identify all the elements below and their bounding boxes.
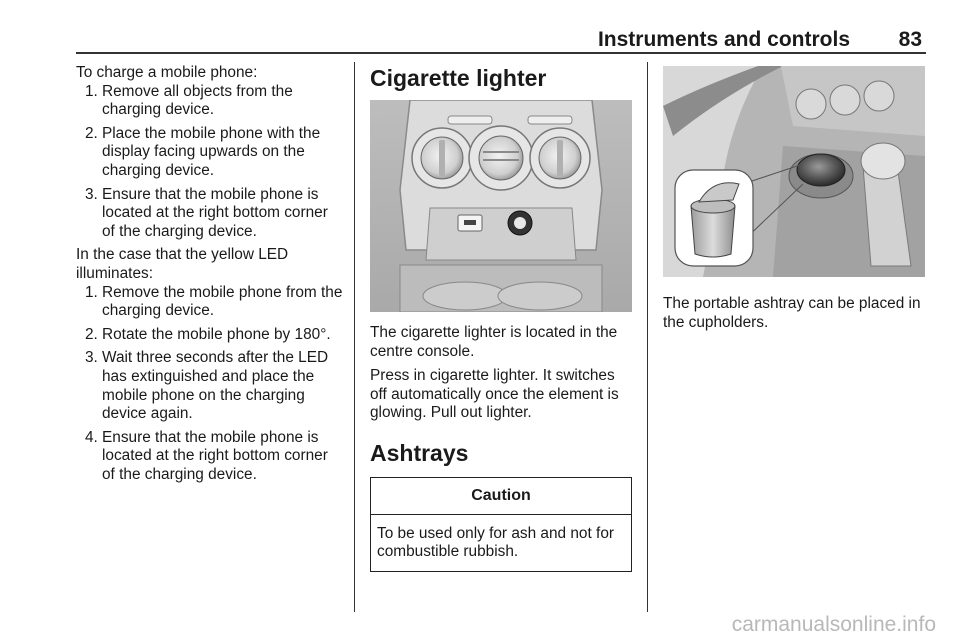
list-item: 4. Ensure that the mobile phone is located at the right bottom corner of the charging device.	[85, 428, 328, 483]
led-intro: In the case that the yellow LED illuminates:	[76, 246, 289, 282]
list-item: 1. Remove all objects from the charging device.	[85, 82, 293, 119]
list-item: 3. Wait three seconds after the LED has extinguished and place the mobile phone on the charging device again.	[85, 349, 329, 423]
column-divider-left	[354, 62, 355, 612]
ashtrays-heading: Ashtrays	[370, 439, 469, 466]
cigarette-lighter-usage-text: Press in cigarette lighter. It switches off automatically once the element is glowing. Pull out lighter.	[370, 367, 619, 422]
caution-title: Caution	[371, 478, 631, 515]
cigarette-lighter-illustration	[370, 100, 632, 312]
charge-steps-list	[76, 83, 344, 242]
ashtray-caption: The portable ashtray can be placed in the cupholders.	[663, 295, 921, 331]
column-divider-right	[647, 62, 648, 612]
header-rule	[76, 52, 926, 54]
page-number: 83	[898, 28, 922, 51]
right-column	[663, 66, 927, 332]
cigarette-lighter-heading: Cigarette lighter	[370, 65, 547, 91]
running-header-title: Instruments and controls	[597, 28, 850, 51]
cigarette-lighter-location-text: The cigarette lighter is located in the centre console.	[370, 324, 618, 360]
list-item: 1. Remove the mobile phone from the charging device.	[85, 283, 343, 320]
portable-ashtray-illustration	[663, 66, 925, 277]
list-item: 2. Place the mobile phone with the display facing upwards on the charging device.	[85, 124, 321, 179]
middle-column	[370, 64, 632, 572]
list-item: 3. Ensure that the mobile phone is located at the right bottom corner of the charging device.	[85, 185, 328, 240]
list-item: 2. Rotate the mobile phone by 180°.	[85, 325, 331, 343]
caution-text: To be used only for ash and not for combustible rubbish.	[377, 524, 614, 561]
led-steps-list	[76, 284, 344, 485]
watermark: carmanualsonline.info	[731, 613, 936, 636]
charge-intro: To charge a mobile phone:	[76, 64, 258, 81]
caution-box	[370, 477, 632, 572]
left-column	[76, 64, 344, 489]
